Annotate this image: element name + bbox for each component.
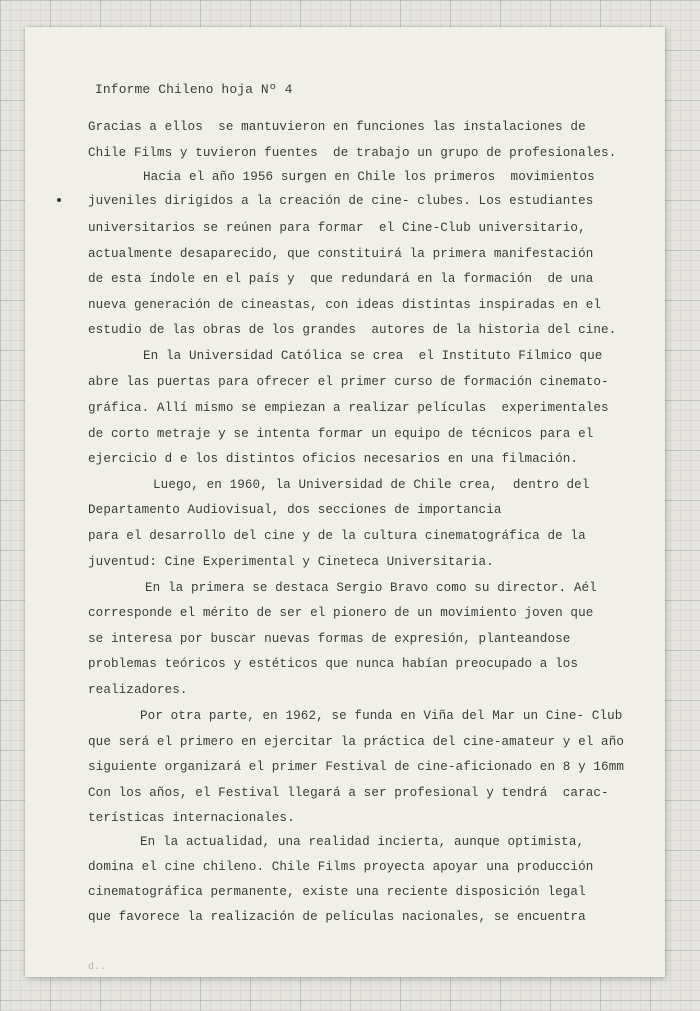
text-line: En la primera se destaca Sergio Bravo como su director. Aél <box>145 581 597 595</box>
text-line: que será el primero en ejercitar la práctica del cine-amateur y el año <box>88 735 625 749</box>
text-line: Con los años, el Festival llegará a ser profesional y tendrá carac- <box>88 786 609 800</box>
document-page <box>25 27 665 977</box>
typed-text-block <box>25 27 665 977</box>
text-line: Hacia el año 1956 surgen en Chile los primeros movimientos <box>143 170 595 184</box>
text-line: siguiente organizará el primer Festival de cine-aficionado en 8 y 16mm <box>88 760 625 774</box>
text-line: se interesa por buscar nuevas formas de expresión, planteandose <box>88 632 571 646</box>
text-line: problemas teóricos y estéticos que nunca habían preocupado a los <box>88 657 579 671</box>
text-line: abre las puertas para ofrecer el primer curso de formación cinemato- <box>88 375 609 389</box>
text-line: juventud: Cine Experimental y Cineteca Universitaria. <box>88 555 494 569</box>
text-line: Gracias a ellos se mantuvieron en funciones las instalaciones de <box>88 120 586 134</box>
text-line: que favorece la realización de películas nacionales, se encuentra <box>88 910 586 924</box>
text-line: Por otra parte, en 1962, se funda en Viña del Mar un Cine- Club <box>140 709 623 723</box>
text-line: En la actualidad, una realidad incierta, aunque optimista, <box>140 835 585 849</box>
text-line: gráfica. Allí mismo se empiezan a realizar películas experimentales <box>88 401 609 415</box>
text-line: actualmente desaparecido, que constituirá la primera manifestación <box>88 247 594 261</box>
text-line: domina el cine chileno. Chile Films proyecta apoyar una producción <box>88 860 594 874</box>
text-line: de corto metraje y se intenta formar un equipo de técnicos para el <box>88 427 594 441</box>
text-line: universitarios se reúnen para formar el Cine-Club universitario, <box>88 221 586 235</box>
text-line: de esta índole en el país y que redundará en la formación de una <box>88 272 594 286</box>
text-line: nueva generación de cineastas, con ideas distintas inspiradas en el <box>88 298 602 312</box>
text-line: En la Universidad Católica se crea el Instituto Fílmico que <box>143 349 603 363</box>
text-line: cinematográfica permanente, existe una reciente disposición legal <box>88 885 586 899</box>
text-line: para el desarrollo del cine y de la cultura cinematográfica de la <box>88 529 586 543</box>
text-line: juveniles dirigidos a la creación de cine- clubes. Los estudiantes <box>88 194 594 208</box>
faint-page-mark: d.. <box>88 961 107 972</box>
text-line: Chile Films y tuvieron fuentes de trabajo un grupo de profesionales. <box>88 146 617 160</box>
text-line: terísticas internacionales. <box>88 811 295 825</box>
text-line: ejercicio d e los distintos oficios necesarios en una filmación. <box>88 452 579 466</box>
text-line: realizadores. <box>88 683 188 697</box>
page-header: Informe Chileno hoja Nº 4 <box>95 82 293 97</box>
text-line: corresponde el mérito de ser el pionero de un movimiento joven que <box>88 606 594 620</box>
text-line: Departamento Audiovisual, dos secciones de importancia <box>88 503 502 517</box>
text-line: estudio de las obras de los grandes autores de la historia del cine. <box>88 323 617 337</box>
text-line: Luego, en 1960, la Universidad de Chile crea, dentro del <box>153 478 590 492</box>
